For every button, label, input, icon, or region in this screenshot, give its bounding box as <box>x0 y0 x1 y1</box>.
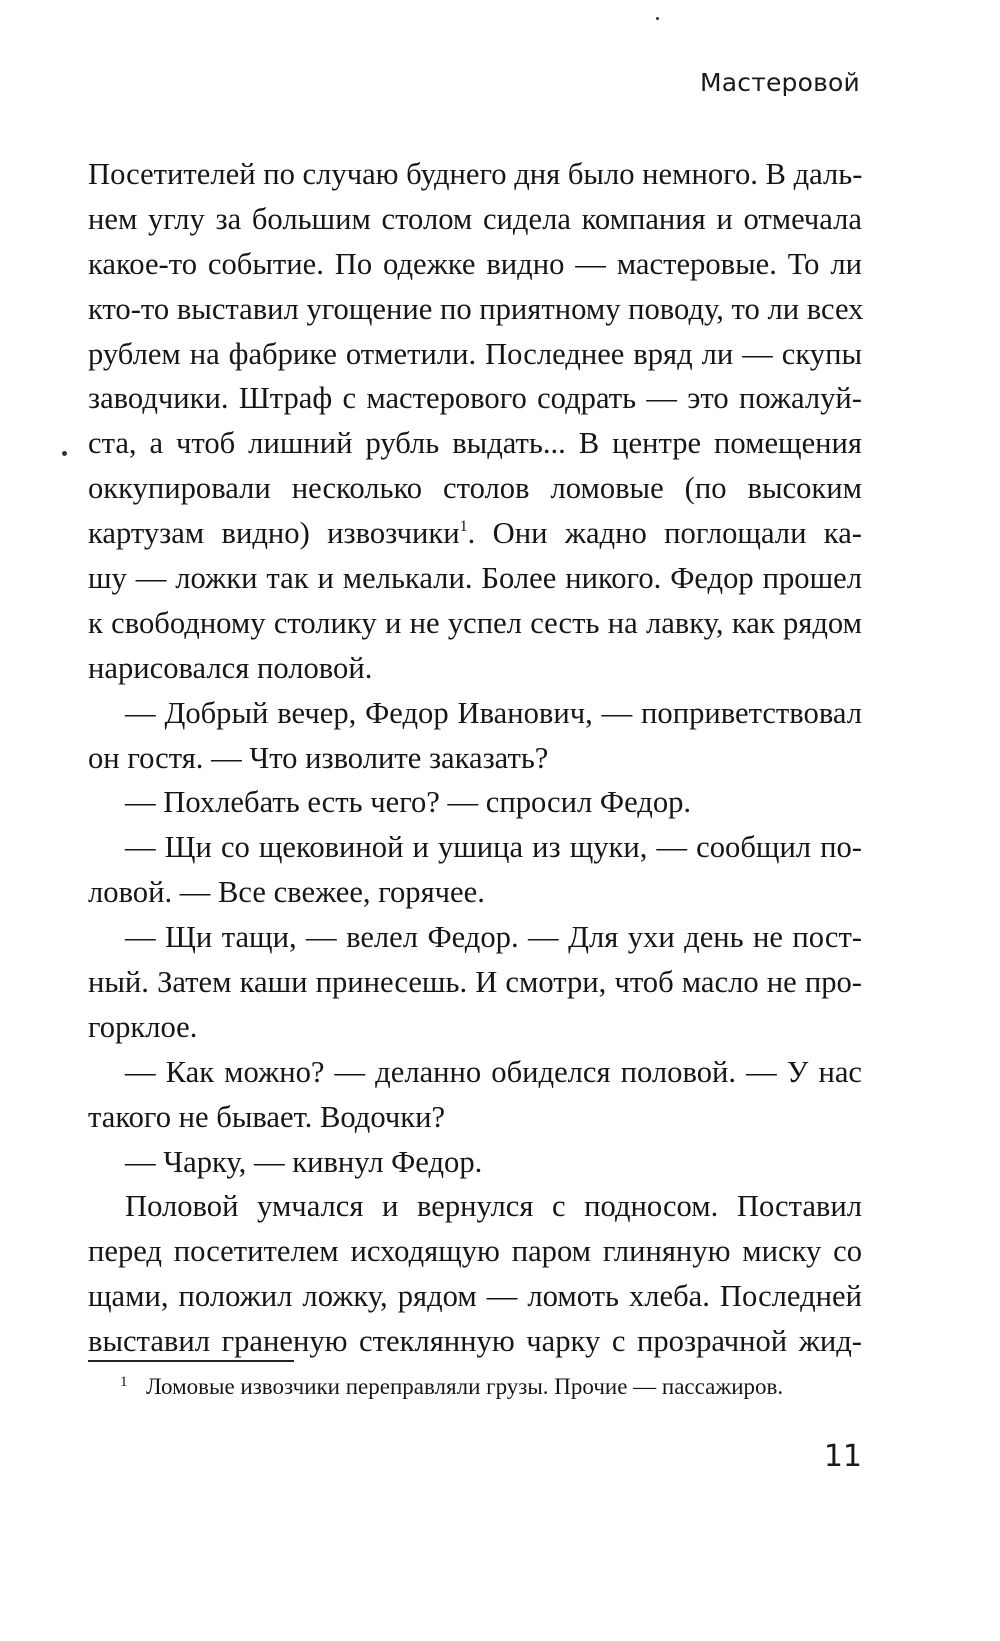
body-text <box>88 152 862 1364</box>
text-line: к свободному столику и не успел сесть на лавку, как рядом <box>88 605 862 640</box>
text-line: шу — ложки так и мелькали. Более никого. Федор прошел <box>88 561 862 596</box>
text-line: заводчики. Штраф с мастерового содрать — это пожалуй- <box>88 381 862 416</box>
footnote-divider <box>88 1360 294 1362</box>
text-line: — Добрый вечер, Федор Иванович, — поприветствовал <box>125 695 862 730</box>
text-line: перед посетителем исходящую паром глиняную миску со <box>88 1234 862 1269</box>
text-line: выставил граненую стеклянную чарку с прозрачной жид- <box>88 1324 862 1359</box>
page-number: 11 <box>823 1439 862 1474</box>
footnote-text: Ломовые извозчики переправляли грузы. Прочие — пассажиров. <box>146 1374 784 1399</box>
text-line: нарисовался половой. <box>88 650 373 685</box>
text-line: Половой умчался и вернулся с подносом. Поставил <box>125 1189 862 1224</box>
text-line: он гостя. — Что изволите заказать? <box>88 740 549 775</box>
text-line: — Щи со щековиной и ушица из щуки, — сообщил по- <box>125 830 862 865</box>
text-line: — Похлебать есть чего? — спросил Федор. <box>125 785 692 820</box>
text-line: какое-то событие. По одежке видно — мастеровые. То ли <box>88 246 862 281</box>
text-line: щами, положил ложку, рядом — ломоть хлеба. Последней <box>88 1279 862 1314</box>
text-line: ный. Затем каши принесешь. И смотри, чтоб масло не про- <box>88 965 862 1000</box>
text-segment: картузам видно) извозчики <box>88 516 460 551</box>
text-segment: . Они жадно поглощали ка- <box>467 516 862 551</box>
print-speck <box>62 451 67 456</box>
running-title: Мастеровой <box>699 68 860 97</box>
text-line: — Как можно? — деланно обиделся половой. — У нас <box>125 1054 862 1089</box>
text-line: рублем на фабрике отметили. Последнее вряд ли — скупы <box>88 336 862 371</box>
footnote-reference[interactable]: 1 <box>459 518 468 536</box>
text-line: оккупировали несколько столов ломовые (по высоким <box>88 471 862 506</box>
text-line: — Чарку, — кивнул Федор. <box>125 1144 483 1179</box>
text-line: кто-то выставил угощение по приятному поводу, то ли всех <box>88 291 864 326</box>
text-line: Посетителей по случаю буднего дня было немного. В даль- <box>88 157 863 191</box>
text-line: — Щи тащи, — велел Федор. — Для ухи день не пост- <box>125 920 862 955</box>
text-line: ста, а чтоб лишний рубль выдать... В центре помещения <box>88 426 862 461</box>
text-line: такого не бывает. Водочки? <box>88 1099 446 1134</box>
text-line: ловой. — Все свежее, горячее. <box>88 875 485 910</box>
text-line-with-footnote <box>88 511 862 556</box>
footnote: 1 Ломовые извозчики переправляли грузы. Прочие — пассажиров. <box>120 1374 784 1399</box>
print-speck <box>656 17 659 20</box>
text-line: горклое. <box>88 1009 198 1044</box>
text-line: нем углу за большим столом сидела компания и отмечала <box>88 201 862 236</box>
